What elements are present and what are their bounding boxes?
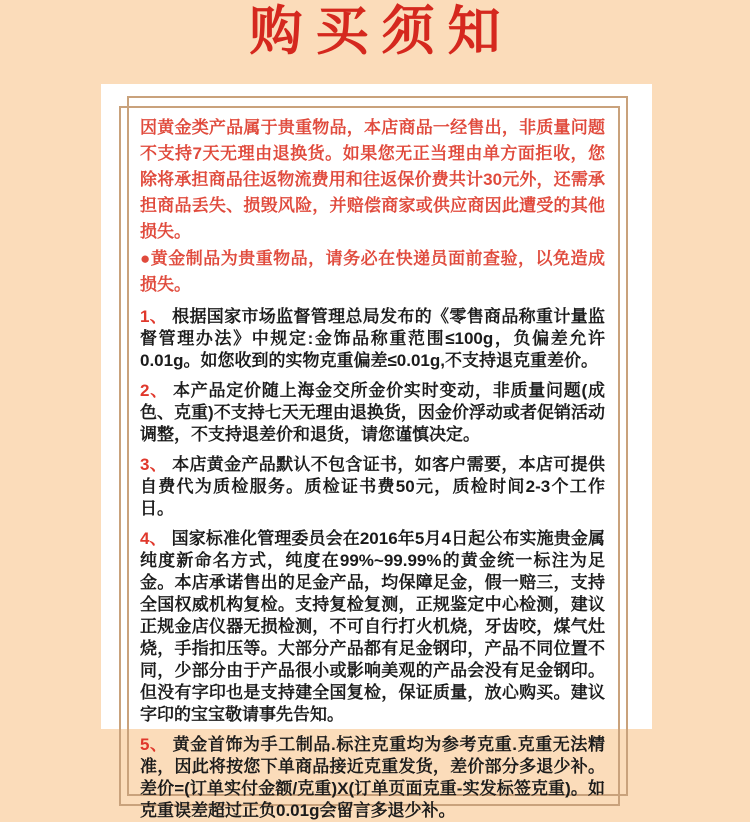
- item-text-3: 本店黄金产品默认不包含证书，如客户需要，本店可提供自费代为质检服务。质检证书费50元，质检时间2-3个工作日。: [140, 455, 605, 518]
- item-number-2: 2、: [140, 381, 168, 400]
- notice-item-2: [140, 380, 605, 446]
- item-text-1: 根据国家市场监督管理总局发布的《零售商品称重计量监督管理办法》中规定:金饰品称重范围≤100g，负偏差允许0.01g。如您收到的实物克重偏差≤0.01g,不支持退克重差价。: [140, 307, 605, 370]
- notice-item-5: [140, 734, 605, 822]
- notice-item-list: [140, 306, 605, 822]
- item-text-5: 黄金首饰为手工制品.标注克重均为参考克重.克重无法精准，因此将按您下单商品接近克重发货，差价部分多退少补。差价=(订单实付金额/克重)X(订单页面克重-实发标签克重)。如克重误差超过正负0.01g会留言多退少补。: [140, 735, 605, 820]
- item-number-4: 4、: [140, 529, 167, 548]
- bullet-note: ●黄金制品为贵重物品，请务必在快递员面前查验，以免造成损失。: [140, 249, 605, 294]
- notice-card: [101, 84, 652, 820]
- notice-item-4: [140, 528, 605, 726]
- item-text-2: 本产品定价随上海金交所金价实时变动，非质量问题(成色、克重)不支持七天无理由退换货，因金价浮动或者促销活动调整，不支持退差价和退货，请您谨慎决定。: [140, 381, 605, 444]
- page-title: 购买须知: [249, 2, 514, 61]
- item-number-3: 3、: [140, 455, 168, 474]
- notice-frame-front: [119, 106, 620, 820]
- notice-item-1: [140, 306, 605, 372]
- item-number-1: 1、: [140, 307, 168, 326]
- notice-item-3: [140, 454, 605, 520]
- intro-paragraph: 因黄金类产品属于贵重物品，本店商品一经售出，非质量问题不支持7天无理由退换货。如果您无正当理由单方面拒收，您除将承担商品往返物流费用和往返保价费共计30元外，还需承担商品丢失、损毁风险，并赔偿商家或供应商因此遭受的其他损失。: [140, 118, 605, 241]
- item-number-5: 5、: [140, 735, 168, 754]
- item-text-4: 国家标准化管理委员会在2016年5月4日起公布实施贵金属纯度新命名方式，纯度在99%~99.99%的黄金统一标注为足金。本店承诺售出的足金产品，均保障足金，假一赔三，支持全国权威机构复检。支持复检复测，正规鉴定中心检测，建议正规金店仪器无损检测，不可自行打火机烧，牙齿咬，煤气灶烧，手指扣压等。大部分产品都有足金钢印，产品不同位置不同，少部分由于产品很小或影响美观的产品会没有足金钢印。但没有字印也是支持建全国复检，保证质量，放心购买。建议字印的宝宝敬请事先告知。: [140, 529, 605, 724]
